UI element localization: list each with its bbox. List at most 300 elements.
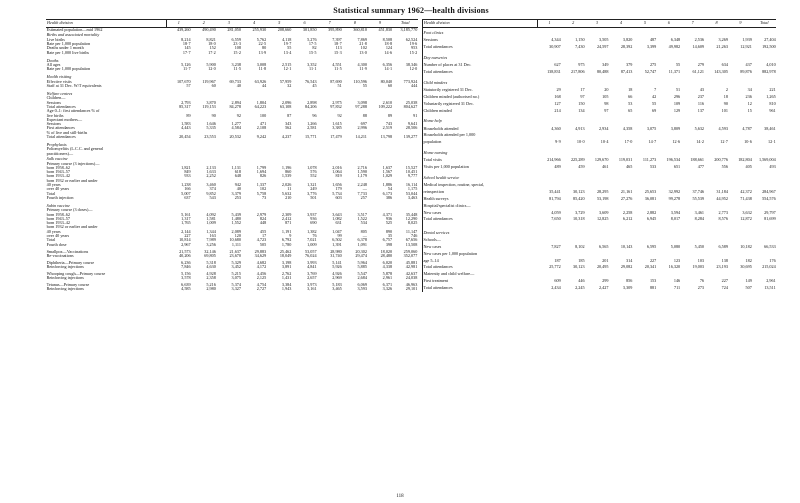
table-cell: 2,894 [231, 100, 241, 105]
table-cell: 2,248 [357, 183, 367, 187]
table-cell: 2,762 [281, 271, 292, 276]
table-cell: 1,780 [281, 242, 292, 247]
row-label: New cases [423, 243, 442, 249]
row-label: Live births [46, 37, 65, 42]
table-cell: 5,900 [206, 63, 216, 68]
row-label: Staff at 31 Dec. W/T equivalents [46, 84, 102, 89]
table-cell: 437 [745, 62, 752, 68]
table-cell: 489 [554, 164, 561, 170]
table-cell: 525 [385, 221, 393, 226]
table-cell [681, 202, 705, 209]
table-cell: 953 [411, 46, 418, 51]
table-cell [561, 182, 585, 189]
table-cell: 2,133 [206, 165, 216, 170]
row-label: Primary course (3 injections)— [46, 161, 100, 166]
table-cell: 1,111 [231, 242, 241, 247]
table-cell: 284,967 [762, 189, 776, 195]
table-cell: 4,841 [307, 265, 317, 270]
table-cell: 3,578 [181, 276, 191, 281]
table-cell: 942 [234, 183, 241, 187]
table-cell: 11·5 [334, 67, 342, 72]
table-cell: 2,793 [181, 100, 191, 105]
table-cell: 101 [721, 107, 728, 113]
table-cell: 1,656 [332, 183, 342, 187]
table-cell: 119,031 [618, 157, 633, 163]
row-label: Reinforcing injections [46, 287, 84, 292]
table-cell: 37,746 [692, 189, 705, 195]
table-cell: 187 [554, 257, 561, 263]
table-cell: 16,320 [668, 264, 681, 270]
table-cell: 9·9 [555, 139, 561, 145]
table-cell: 444 [411, 84, 418, 89]
table-cell [561, 237, 585, 244]
table-cell: 379 [626, 62, 633, 68]
table-cell: 697 [360, 122, 367, 127]
table-cell: 1,179 [357, 174, 367, 179]
table-cell: 3,075 [231, 276, 241, 281]
table-cell: 97 [604, 107, 609, 113]
row-label: Poliomyelitis (L.C.C. and general [46, 147, 104, 152]
table-cell: 5,080 [670, 243, 681, 249]
table-cell: 1,646 [206, 122, 216, 127]
row-label: Total attendances [46, 104, 76, 109]
table-cell: 23,670 [229, 253, 241, 258]
table-cell: 1,615 [332, 122, 342, 127]
table-cell: 60 [387, 84, 393, 89]
table-cell: 746 [411, 234, 418, 239]
table-cell: 57,959 [279, 79, 292, 84]
table-cell: 35,441 [549, 189, 561, 195]
row-label: New cases per 1,000 population [423, 250, 478, 256]
table-cell: 129,670 [594, 157, 609, 163]
table-cell: 20,341 [644, 264, 657, 270]
table-cell: 11,147 [405, 229, 418, 234]
table-cell: 168 [554, 93, 561, 99]
table-row [422, 94, 776, 101]
table-cell: 314 [626, 257, 633, 263]
table-cell: 455 [259, 229, 267, 234]
section-heading: Home nursing [423, 150, 448, 156]
table-row [422, 87, 776, 94]
row-label: practitioners)— [46, 151, 74, 156]
table-cell: 576 [310, 170, 317, 175]
table-cell [537, 132, 561, 139]
table-cell: 99 [337, 234, 342, 239]
table-cell: 3,809 [670, 125, 681, 131]
row-label: Effective visits [46, 79, 72, 84]
table-cell: 11 [287, 187, 292, 192]
table-cell: 27,404 [764, 37, 776, 43]
table-cell: 255,930 [252, 27, 267, 32]
table-cell: 349 [602, 62, 609, 68]
table-cell: 60 [211, 84, 216, 89]
table-row [422, 44, 776, 51]
table-cell: 2,519 [382, 126, 393, 131]
table-row [422, 278, 776, 285]
table-cell: 386 [385, 195, 393, 200]
table-cell: 15 [747, 107, 752, 113]
section-heading-row [422, 117, 776, 126]
table-cell: 110,596 [353, 79, 367, 84]
row-label: over 40 years [46, 234, 70, 239]
table-cell: 66,533 [764, 243, 776, 249]
row-label: age 5–14 [423, 257, 439, 263]
row-label: Whooping cough—Primary course [46, 271, 106, 276]
table-cell: 8,576 [718, 216, 728, 222]
table-cell: 1,821 [181, 165, 191, 170]
table-cell: 936 [310, 216, 317, 221]
column-header: 9 [368, 20, 393, 28]
table-cell: 3,593 [357, 287, 367, 292]
table-cell: 15·3 [334, 50, 342, 55]
table-cell: 3,594 [670, 209, 681, 215]
table-row [46, 287, 418, 291]
table-cell: 153 [649, 277, 657, 283]
table-cell: 556 [721, 164, 728, 170]
table-cell: 29,474 [355, 253, 367, 258]
table-cell: 21,161 [620, 189, 633, 195]
row-label: over 40 years [46, 187, 70, 192]
table-cell [537, 271, 561, 278]
section-heading-row [422, 228, 776, 237]
table-cell: 8,508 [382, 37, 393, 42]
table-cell: 210 [285, 195, 292, 200]
table-cell: 4,551 [332, 63, 342, 68]
table-cell: 92 [236, 113, 241, 118]
table-cell [705, 237, 729, 244]
table-cell: 46,963 [405, 283, 418, 288]
table-cell: 35 [387, 234, 393, 239]
table-cell: 82 [312, 46, 317, 51]
row-label: Total visits [423, 157, 442, 163]
table-cell: 127 [554, 100, 561, 106]
table-cell: 2,979 [256, 212, 267, 217]
table-cell: 4,237 [281, 135, 292, 140]
table-cell: 20 [604, 87, 609, 93]
row-label: live births [46, 113, 64, 118]
table-cell: 53,198 [596, 195, 609, 201]
table-cell: 124 [385, 46, 393, 51]
row-label: born 1958–62 [46, 212, 70, 217]
table-cell: 1,317 [181, 216, 191, 221]
row-label: Total attendances [46, 135, 76, 140]
table-cell [657, 250, 681, 257]
table-cell: 30,695 [740, 264, 752, 270]
row-label: Reinforcing injections [46, 276, 84, 281]
table-cell: 52,747 [644, 68, 657, 74]
table-cell: 2,898 [307, 100, 317, 105]
table-cell [633, 182, 657, 189]
table-row [422, 157, 776, 164]
table-cell: 53 [628, 100, 633, 106]
table-cell: 961 [769, 107, 776, 113]
section-heading: Welfare centres [46, 91, 73, 97]
table-cell: 28,980 [330, 249, 342, 254]
table-cell: 6,757 [382, 238, 393, 243]
table-cell: 129 [673, 107, 681, 113]
column-header: 3 [216, 20, 241, 28]
table-cell: 3,185,770 [400, 27, 418, 32]
table-cell: 627 [554, 62, 561, 68]
table-cell: 215,024 [762, 264, 776, 270]
table-cell: 1,337 [256, 183, 267, 187]
table-cell: 6,371 [382, 283, 393, 288]
table-cell: 188,661 [690, 157, 705, 163]
table-cell: 4,723 [256, 238, 267, 243]
table-cell: 15,771 [305, 135, 317, 140]
table-cell: 225,289 [570, 157, 585, 163]
column-header: 4 [609, 20, 633, 28]
table-cell: 2,258 [622, 209, 633, 215]
table-cell: 119,153 [202, 104, 216, 109]
table-cell: 139,277 [403, 135, 418, 140]
row-label: Maternity and child welfare— [423, 271, 475, 277]
table-cell: — [362, 234, 367, 239]
table-cell: 27,276 [620, 195, 633, 201]
table-cell: 4,010 [766, 62, 776, 68]
column-header: 6 [657, 20, 681, 28]
table-cell: 819 [335, 174, 342, 179]
table-cell [585, 237, 609, 244]
table-cell: 55,539 [692, 195, 705, 201]
table-cell: 63,926 [254, 79, 267, 84]
table-cell: 2,610 [382, 100, 393, 105]
table-cell [609, 132, 633, 139]
table-cell: 20,454 [179, 135, 191, 140]
table-cell: 2,980 [206, 287, 216, 292]
table-cell: 824 [259, 216, 267, 221]
table-cell: 2,427 [599, 284, 609, 290]
table-row [422, 244, 776, 251]
table-cell: 4,172 [256, 265, 267, 270]
section-heading: Deaths [46, 57, 59, 63]
table-cell: 10,814 [179, 238, 191, 243]
table-cell: 3,517 [357, 212, 367, 217]
table-cell [537, 237, 561, 244]
section-heading: Sabin vaccine [46, 202, 70, 208]
row-label: Total attendances [423, 68, 453, 74]
table-cell: 10·6 [744, 139, 752, 145]
table-cell: 3,993 [307, 260, 317, 265]
table-cell: 89,876 [740, 68, 752, 74]
table-cell: 13·0 [359, 50, 367, 55]
table-cell: 2,727 [256, 287, 267, 292]
table-cell [752, 202, 776, 209]
table-cell: 374 [209, 187, 216, 192]
table-cell [561, 132, 585, 139]
row-label: 40 years [46, 183, 61, 187]
table-cell: 2,657 [307, 276, 317, 281]
table-cell: 138 [721, 257, 728, 263]
table-cell: 227 [649, 257, 657, 263]
table-cell: 4,584 [231, 126, 241, 131]
table-cell: 71,438 [740, 195, 752, 201]
table-cell: 3,937 [307, 212, 317, 217]
table-cell: 111,273 [642, 157, 657, 163]
table-cell: 54 [387, 187, 393, 192]
table-cell: 76,543 [305, 79, 317, 84]
table-cell: 4,443 [181, 126, 191, 131]
table-cell: 1,009 [206, 221, 216, 226]
table-cell: 87,690 [330, 79, 342, 84]
table-cell: 459 [578, 164, 585, 170]
table-cell [729, 237, 753, 244]
table-cell: 609 [554, 277, 561, 283]
table-cell: 15·2 [409, 50, 418, 55]
table-cell: 7,397 [332, 37, 342, 42]
table-cell: 253 [234, 195, 241, 200]
table-cell: 25,653 [644, 189, 657, 195]
table-cell: 92 [337, 113, 342, 118]
table-cell: 14·7 [648, 139, 657, 145]
table-cell [609, 271, 633, 278]
table-cell: 5,547 [357, 271, 367, 276]
table-cell: 1,583 [181, 122, 191, 127]
table-cell: 99,278 [668, 195, 681, 201]
table-cell: 461 [602, 164, 609, 170]
table-cell: 28,506 [405, 126, 418, 131]
table-cell: 1,344 [206, 229, 216, 234]
right-table-body [422, 28, 776, 292]
table-cell: 182,804 [738, 157, 752, 163]
table-cell: 85,420 [573, 195, 585, 201]
row-label: First treatment [423, 277, 449, 283]
table-row [422, 202, 776, 209]
table-cell: 29,883 [254, 249, 267, 254]
table-cell: 3,352 [307, 63, 317, 68]
table-cell: 97 [580, 93, 585, 99]
table-cell: 97,288 [355, 104, 367, 109]
table-cell: 119,967 [202, 79, 216, 84]
table-cell: 17·0 [624, 139, 633, 145]
table-cell [705, 132, 729, 139]
table-row [46, 28, 418, 33]
table-cell [585, 271, 609, 278]
row-label: Sessions [46, 122, 62, 127]
row-label: Voluntarily registered 31 Dec. [423, 100, 474, 106]
table-cell: 2,089 [231, 229, 241, 234]
table-cell: 5,439 [231, 212, 241, 217]
table-cell: 257 [360, 195, 367, 200]
table-cell: 109 [673, 100, 681, 106]
table-cell: 5,161 [181, 212, 191, 217]
table-cell: 2,358 [206, 276, 216, 281]
table-cell: 12,290 [405, 216, 418, 221]
table-cell: 57 [186, 84, 191, 89]
table-cell: 21·8 [359, 42, 367, 47]
table-cell: 5,007 [181, 191, 191, 196]
column-header: 7 [681, 20, 705, 28]
table-row [422, 107, 776, 114]
table-cell: 1,567 [382, 170, 393, 175]
table-cell: 1,939 [742, 37, 752, 43]
table-cell: 2,684 [357, 276, 367, 281]
table-cell [561, 202, 585, 209]
table-cell: 933 [184, 174, 191, 179]
table-cell: 44,952 [716, 195, 728, 201]
table-cell: 3,465 [332, 287, 342, 292]
table-cell: 2,581 [307, 126, 317, 131]
table-cell: 1,277 [231, 122, 241, 127]
table-cell: 552 [310, 174, 317, 179]
table-cell: 5,885 [357, 265, 367, 270]
table-cell: 81,794 [549, 195, 561, 201]
table-cell: 15·2 [233, 50, 241, 55]
table-cell: 648 [234, 174, 241, 179]
table-cell: 12·0 [208, 67, 216, 72]
section-heading: Prophylaxis [46, 142, 67, 148]
right-statistics-table [422, 19, 776, 292]
table-cell: 3,463 [407, 195, 418, 200]
table-cell: 7,021 [307, 238, 317, 243]
table-cell: 13·4 [283, 50, 292, 55]
row-label: born 1958–62 [46, 165, 70, 170]
table-cell: 1,265 [766, 93, 776, 99]
table-cell: 105 [602, 93, 609, 99]
column-header: 9 [729, 20, 753, 28]
table-cell: 299 [602, 277, 609, 283]
table-cell: 3,385 [332, 126, 342, 131]
table-cell: 67,656 [405, 238, 418, 243]
table-cell: 4,118 [282, 37, 292, 42]
column-header-label: Health division [422, 20, 537, 28]
table-cell: 76 [312, 234, 317, 239]
table-cell: 773,924 [403, 79, 418, 84]
table-cell: 116 [697, 100, 705, 106]
row-label: population [423, 139, 442, 145]
section-heading: Foot clinics [423, 29, 444, 35]
table-cell: 3,309 [622, 284, 633, 290]
table-cell: 3,461 [694, 209, 705, 215]
table-cell: 2,975 [332, 100, 342, 105]
column-header: 2 [191, 20, 216, 28]
table-cell: 90 [211, 113, 216, 118]
row-label: Children— [46, 96, 66, 101]
table-cell: 6,069 [357, 283, 367, 288]
table-cell: 38,461 [764, 125, 776, 131]
table-cell: 3,399 [646, 44, 657, 50]
column-header: 1 [166, 20, 191, 28]
table-cell: 13·9 [258, 50, 267, 55]
table-cell: 360,810 [353, 27, 367, 32]
table-row [422, 164, 776, 171]
table-cell: 21,573 [179, 249, 191, 254]
column-header: 6 [292, 20, 317, 28]
table-cell: 6,356 [382, 63, 393, 68]
table-cell: 42,981 [405, 265, 418, 270]
table-cell: 4,754 [256, 283, 267, 288]
table-cell: 2,144 [181, 229, 191, 234]
table-cell: 4,059 [551, 209, 561, 215]
table-row [422, 69, 776, 76]
table-cell: 89 [186, 113, 191, 118]
page-title: Statistical summary 1962—health divisions [333, 6, 489, 15]
table-cell: 405 [745, 164, 752, 170]
table-cell: 3,098 [357, 100, 367, 105]
table-cell: 395,890 [328, 27, 342, 32]
table-cell: 35,448 [405, 212, 418, 217]
table-cell: 138,831 [547, 68, 561, 74]
table-cell: 1,191 [281, 229, 292, 234]
table-row [422, 189, 776, 196]
table-cell: 301,850 [302, 27, 317, 32]
table-cell: 40,206 [179, 253, 191, 258]
row-label: Health surveys [423, 195, 449, 201]
table-cell: 5,216 [206, 283, 216, 288]
table-cell: 2,716 [357, 165, 367, 170]
table-cell: 1,321 [307, 183, 317, 187]
table-cell: 14·2 [696, 139, 705, 145]
